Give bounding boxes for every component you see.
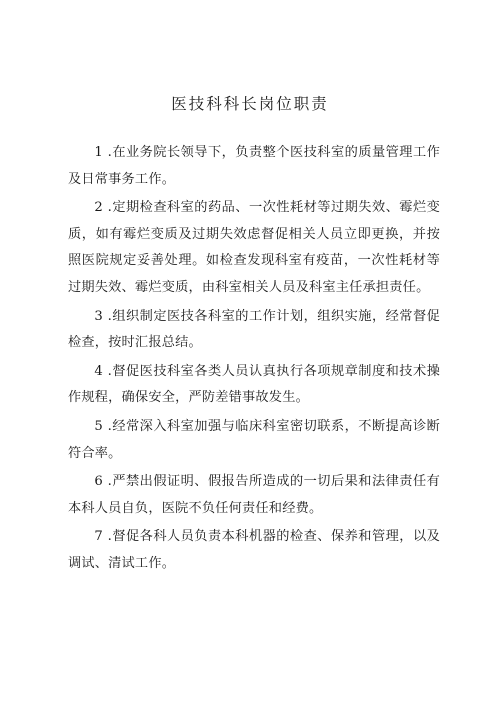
duty-item-3: 3 .组织制定医技各科室的工作计划，组织实施，经常督促检查，按时汇报总结。 — [68, 308, 440, 351]
document-title: 医技科科长岗位职责 — [171, 95, 329, 113]
duty-item-5: 5 .经常深入科室加强与临床科室密切联系，不断提高诊断符合率。 — [68, 418, 440, 461]
document-body — [68, 140, 440, 580]
duty-item-7: 7 .督促各科人员负责本科机器的检查、保养和管理，以及调试、清试工作。 — [68, 529, 440, 571]
duty-item-2: 2 .定期检查科室的药品、一次性耗材等过期失效、霉烂变质，如有霉烂变质及过期失效虑督促相关人员立即更换，并按照医院规定妥善处理。如检查发现科室有疫苗，一次性耗材等过期失效、霉烂变质，由科室相关人员及科室主任承担责任。 — [68, 200, 440, 295]
duty-item-4: 4 .督促医技科室各类人员认真执行各项规章制度和技术操作规程，确保安全，严防差错事故发生。 — [68, 363, 440, 406]
duty-item-6: 6 .严禁出假证明、假报告所造成的一切后果和法律责任有本科人员自负，医院不负任何责任和经费。 — [68, 474, 440, 516]
duty-item-1: 1 .在业务院长领导下，负责整个医技科室的质量管理工作及日常事务工作。 — [68, 145, 440, 187]
